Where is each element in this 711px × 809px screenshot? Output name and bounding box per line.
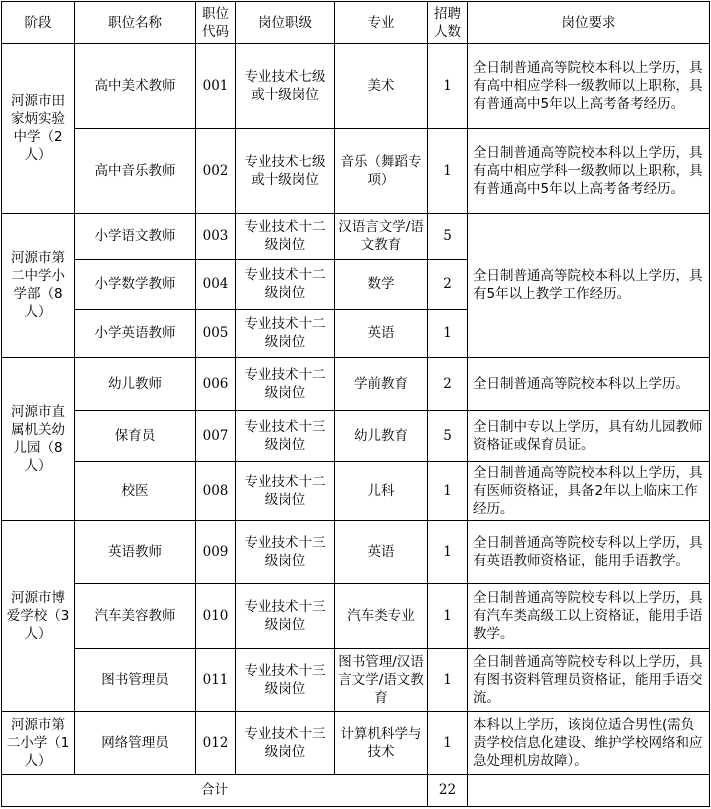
requirement: 全日制普通高等院校专科以上学历，具有图书资料管理员资格证，能用手语交流。 [468, 648, 710, 711]
position-name: 小学英语教师 [75, 309, 196, 357]
table-row [2, 410, 710, 461]
position-code: 006 [196, 357, 236, 410]
headcount: 2 [428, 357, 468, 410]
major: 汽车类专业 [335, 584, 428, 648]
major: 英语 [335, 309, 428, 357]
table-row [2, 357, 710, 410]
post-level: 专业技术十三级岗位 [236, 711, 335, 774]
header-position-code: 职位代码 [196, 2, 236, 44]
stage-cell: 河源市田家炳实验中学（2人） [2, 44, 75, 213]
header-position-name: 职位名称 [75, 2, 196, 44]
major: 计算机科学与技术 [335, 711, 428, 774]
major: 图书管理/汉语言文学/语文教育 [335, 648, 428, 711]
header-post-level: 岗位职级 [236, 2, 335, 44]
header-stage: 阶段 [2, 2, 75, 44]
table-row [2, 213, 710, 259]
requirement: 全日制普通高等院校专科以上学历，具有英语教师资格证，能用手语教学。 [468, 521, 710, 584]
position-code: 012 [196, 711, 236, 774]
post-level: 专业技术十二级岗位 [236, 259, 335, 309]
position-name: 校医 [75, 462, 196, 521]
post-level: 专业技术十二级岗位 [236, 213, 335, 259]
stage-cell: 河源市第二小学（1人） [2, 711, 75, 774]
post-level: 专业技术十二级岗位 [236, 309, 335, 357]
header-headcount: 招聘人数 [428, 2, 468, 44]
position-code: 011 [196, 648, 236, 711]
stage-cell: 河源市博爱学校（3人） [2, 521, 75, 711]
position-code: 001 [196, 44, 236, 129]
position-code: 002 [196, 129, 236, 213]
position-name: 小学语文教师 [75, 213, 196, 259]
position-name: 保育员 [75, 410, 196, 461]
shared-requirement: 全日制普通高等院校本科以上学历，具有5年以上教学工作经历。 [468, 213, 710, 357]
headcount: 1 [428, 711, 468, 774]
post-level: 专业技术十二级岗位 [236, 462, 335, 521]
requirement: 全日制普通高等院校本科以上学历。 [468, 357, 710, 410]
requirement: 本科以上学历，该岗位适合男性(需负责学校信息化建设、维护学校网络和应急处理机房故障）。 [468, 711, 710, 774]
requirement: 全日制普通高等院校本科以上学历，具有高中相应学科一级教师以上职称，具有普通高中5年以上高考备考经历。 [468, 129, 710, 213]
post-level: 专业技术十三级岗位 [236, 410, 335, 461]
post-level: 专业技术七级或十级岗位 [236, 44, 335, 129]
post-level: 专业技术十三级岗位 [236, 584, 335, 648]
position-name: 汽车美容教师 [75, 584, 196, 648]
major: 儿科 [335, 462, 428, 521]
total-count: 22 [428, 774, 468, 806]
headcount: 2 [428, 259, 468, 309]
position-name: 小学数学教师 [75, 259, 196, 309]
post-level: 专业技术十三级岗位 [236, 648, 335, 711]
headcount: 1 [428, 462, 468, 521]
position-name: 网络管理员 [75, 711, 196, 774]
post-level: 专业技术十三级岗位 [236, 521, 335, 584]
table-row [2, 521, 710, 584]
major: 汉语言文学/语文教育 [335, 213, 428, 259]
headcount: 1 [428, 309, 468, 357]
table-row [2, 44, 710, 129]
headcount: 1 [428, 648, 468, 711]
header-requirements: 岗位要求 [468, 2, 710, 44]
position-name: 幼儿教师 [75, 357, 196, 410]
stage-cell: 河源市直属机关幼儿园（8人） [2, 357, 75, 520]
recruitment-table [1, 1, 710, 807]
table-row [2, 648, 710, 711]
total-empty [468, 774, 710, 806]
stage-cell: 河源市第二中学小学部（8人） [2, 213, 75, 357]
total-label: 合计 [2, 774, 428, 806]
headcount: 1 [428, 521, 468, 584]
position-name: 图书管理员 [75, 648, 196, 711]
position-code: 009 [196, 521, 236, 584]
header-major: 专业 [335, 2, 428, 44]
table-row [2, 462, 710, 521]
headcount: 1 [428, 129, 468, 213]
major: 学前教育 [335, 357, 428, 410]
position-name: 高中美术教师 [75, 44, 196, 129]
requirement: 全日制中专以上学历，具有幼儿园教师资格证或保育员证。 [468, 410, 710, 461]
major: 音乐（舞蹈专项） [335, 129, 428, 213]
position-code: 010 [196, 584, 236, 648]
position-code: 003 [196, 213, 236, 259]
major: 英语 [335, 521, 428, 584]
position-code: 008 [196, 462, 236, 521]
position-code: 005 [196, 309, 236, 357]
position-code: 004 [196, 259, 236, 309]
headcount: 1 [428, 584, 468, 648]
post-level: 专业技术七级或十级岗位 [236, 129, 335, 213]
position-code: 007 [196, 410, 236, 461]
requirement: 全日制普通高等院校本科以上学历，具有高中相应学科一级教师以上职称，具有普通高中5年以上高考备考经历。 [468, 44, 710, 129]
table-row [2, 129, 710, 213]
major: 数学 [335, 259, 428, 309]
table-row [2, 584, 710, 648]
requirement: 全日制普通高等院校本科以上学历，具有医师资格证，具备2年以上临床工作经历。 [468, 462, 710, 521]
major: 幼儿教育 [335, 410, 428, 461]
total-row [2, 774, 710, 806]
position-name: 高中音乐教师 [75, 129, 196, 213]
post-level: 专业技术十二级岗位 [236, 357, 335, 410]
headcount: 5 [428, 410, 468, 461]
headcount: 5 [428, 213, 468, 259]
header-row [2, 2, 710, 44]
requirement: 全日制普通高等院校专科以上学历，具有汽车类高级工以上资格证，能用手语教学。 [468, 584, 710, 648]
position-name: 英语教师 [75, 521, 196, 584]
major: 美术 [335, 44, 428, 129]
table-row [2, 711, 710, 774]
headcount: 1 [428, 44, 468, 129]
